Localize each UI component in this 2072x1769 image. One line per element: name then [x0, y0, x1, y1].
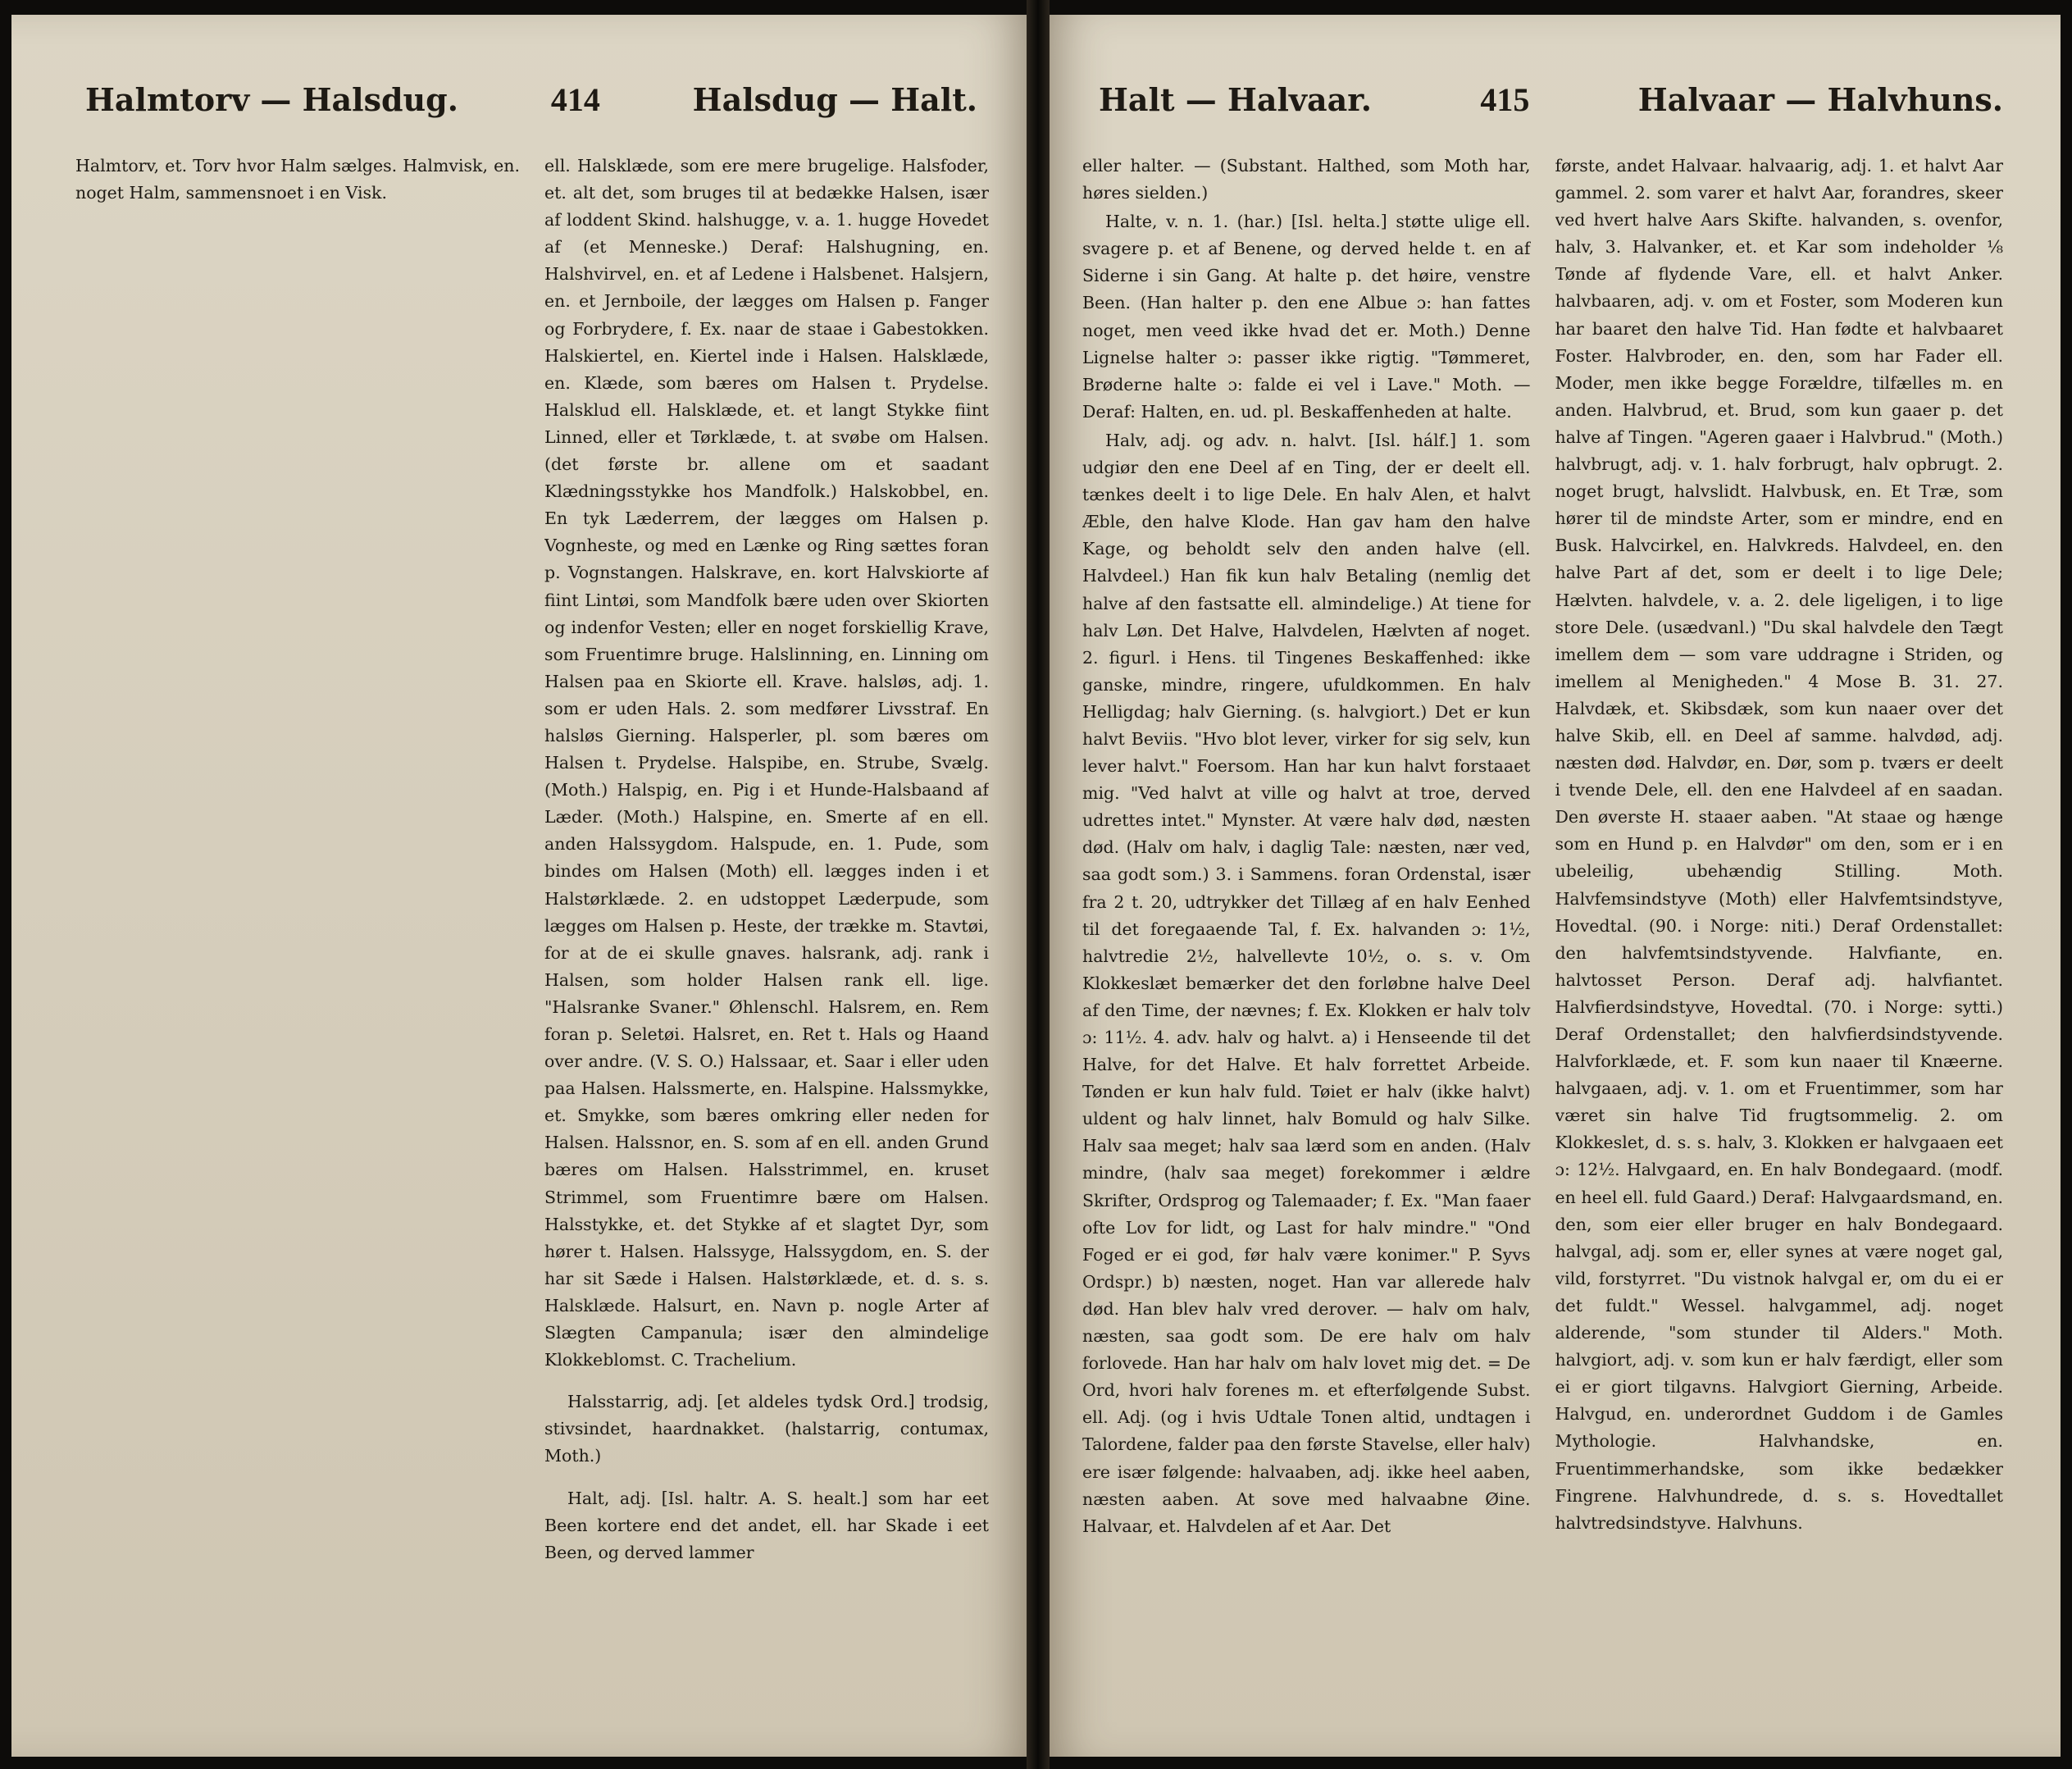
left-page-number: 414	[550, 81, 600, 118]
right-head-guideword-first: Halt — Halvaar.	[1099, 81, 1373, 118]
left-head-guideword-first: Halmtorv — Halsdug.	[85, 81, 458, 118]
left-head-guideword-last: Halsdug — Halt.	[692, 81, 977, 118]
dictionary-entry: Halmtorv, et. Torv hvor Halm sælges. Halmvisk, en. noget Halm, sammensnoet i en Visk.	[75, 156, 520, 203]
dictionary-entry: Halt, adj. [Isl. haltr. A. S. healt.] som har eet Been kortere end det andet, ell. har Skade i eet Been, og derved lammer	[544, 1488, 989, 1562]
right-columns	[1082, 153, 2003, 1711]
right-running-head	[1099, 80, 2003, 130]
right-column-2	[1555, 153, 2004, 1711]
left-columns	[75, 153, 989, 1711]
right-column-1	[1082, 153, 1531, 1711]
dictionary-entry: Halsstarrig, adj. [et aldeles tydsk Ord.] trodsig, stivsindet, haardnakket. (halstarrig, contumax, Moth.)	[544, 1392, 989, 1466]
book-gutter	[1027, 0, 1050, 1769]
left-running-head	[85, 80, 977, 130]
left-column-1	[75, 153, 520, 1711]
dictionary-entry: første, andet Halvaar. halvaarig, adj. 1. et halvt Aar gammel. 2. som varer et halvt Aar, forandres, skeer ved hvert halve Aars Skifte. halvanden, s. ovenfor, halv, 3. Halvanker, et. et Kar som indeholder ⅛ Tønde af flydende Vare, ell. et halvt Anker. halvbaaren, adj. v. om et Foster, som Moderen kun har baaret den halve Tid. Han fødte et halvbaaret Foster. Halvbroder, en. den, som har Fader ell. Moder, men ikke begge Forældre, tilfælles m. en anden. Halvbrud, et. Brud, som kun gaaer p. det halve af Tingen. "Ageren gaaer i Halvbrud." (Moth.) halvbrugt, adj. v. 1. halv forbrugt, halv opbrugt. 2. noget brugt, halvslidt. Halvbusk, en. Et Træ, som hører til de mindste Arter, som er mindre, end en Busk. Halvcirkel, en. Halvkreds. Halvdeel, en. den halve Part af det, som er deelt i to lige Dele; Hælvten. halvdele, v. a. 2. dele ligeligen, i to lige store Dele. (usædvanl.) "Du skal halvdele den Tægt imellem dem — som vare uddragne i Striden, og imellem al Menigheden." 4 Mose B. 31. 27. Halvdæk, et. Skibsdæk, som kun naaer over det halve Skib, ell. en Deel af samme. halvdød, adj. næsten død. Halvdør, en. Dør, som p. tværs er deelt i tvende Dele, ell. den ene Halvdeel af en saadan. Den øverste H. staaer aaben. "At staae og hænge som en Hund p. en Halvdør" om den, som er i en ubeleilig, ubehændig Stilling. Moth. Halvfemsindstyve (Moth) eller Halvfemtsindstyve, Hovedtal. (90. i Norge: niti.) Deraf Ordenstallet: den halvfemtsindstyvende. Halvfiante, en. halvtosset Person. Deraf adj. halvfiantet. Halvfierdsindstyve, Hovedtal. (70. i Norge: sytti.) Deraf Ordenstallet; den halvfierdsindstyvende. Halvforklæde, et. F. som kun naaer til Knæerne. halvgaaen, adj. v. 1. om et Fruentimmer, som har været sin halve Tid frugtsommelig. 2. om Klokkeslet, d. s. s. halv, 3. Klokken er halvgaaen eet ɔ: 12½. Halvgaard, en. En halv Bondegaard. (modf. en heel ell. fuld Gaard.) Deraf: Halvgaardsmand, en. den, som eier eller bruger en halv Bondegaard. halvgal, adj. som er, eller synes at være noget gal, vild, forstyrret. "Du vistnok halvgal er, om du ei er det fuldt." Wessel. halvgammel, adj. noget alderende, "som stunder til Alders." Moth. halvgiort, adj. v. som kun er halv færdigt, eller som ei er giort tilgavns. Halvgiort Gierning, Arbeide. Halvgud, en. underordnet Guddom i de Gamles Mythologie. Halvhandske, en. Fruentimmerhandske, som ikke bedækker Fingrene. Halvhundrede, d. s. s. Hovedtallet halvtredsindstyve. Halvhuns.	[1555, 156, 2003, 1533]
right-head-guideword-last: Halvaar — Halvhuns.	[1637, 81, 2003, 118]
right-page	[1050, 15, 2061, 1757]
left-column-2	[544, 153, 989, 1711]
right-page-number: 415	[1480, 81, 1530, 118]
dictionary-entry: Halte, v. n. 1. (har.) [Isl. helta.] støtte ulige ell. svagere p. et af Benene, og derved helde t. en af Siderne i sin Gang. At halte p. det høire, venstre Been. (Han halter p. den ene Albue ɔ: han fattes noget, men veed ikke hvad det er. Moth.) Denne Lignelse halter ɔ: passer ikke rigtig. "Tømmeret, Brøderne halte ɔ: falde ei vel i Lave." Moth. — Deraf: Halten, en. ud. pl. Beskaffenheden at halte.	[1082, 212, 1531, 422]
dictionary-entry: Halv, adj. og adv. n. halvt. [Isl. hálf.] 1. som udgiør den ene Deel af en Ting, der er deelt ell. tænkes deelt i to lige Dele. En halv Alen, et halvt Æble, den halve Klode. Han gav ham den halve Kage, og beholdt selv den anden halve (ell. Halvdeel.) Han fik kun halv Betaling (nemlig det halve af den fastsatte ell. almindelige.) At tiene for halv Løn. Det Halve, Halvdelen, Hælvten af noget. 2. figurl. i Hens. til Tingenes Beskaffenhed: ikke ganske, mindre, ringere, ufuldkommen. En halv Helligdag; halv Gierning. (s. halvgiort.) Det er kun halvt Beviis. "Hvo blot lever, virker for sig selv, kun lever halvt." Foersom. Han har kun halvt forstaaet mig. "Ved halvt at ville og halvt at troe, derved udrettes intet." Mynster. At være halv død, næsten død. (Halv om halv, i daglig Tale: næsten, nær ved, saa godt som.) 3. i Sammens. foran Ordenstal, især fra 2 t. 20, udtrykker det Tillæg af en halv Eenhed til det foregaaende Tal, f. Ex. halvanden ɔ: 1½, halvtredie 2½, halvellevte 10½, o. s. v. Om Klokkeslæt bemærker det den forløbne halve Deel af den Time, der nævnes; f. Ex. Klokken er halv tolv ɔ: 11½. 4. adv. halv og halvt. a) i Henseende til det Halve, for det Halve. Et halv forrettet Arbeide. Tønden er kun halv fuld. Tøiet er halv (ikke halvt) uldent og halv linnet, halv Bomuld og halv Silke. Halv saa meget; halv saa lærd som en anden. (Halv mindre, (halv saa meget) forekommer i ældre Skrifter, Ordsprog og Talemaader; f. Ex. "Man faaer ofte Lov for lidt, og Last for halv mindre." "Ond Foged er ei god, før halv være konimer." P. Syvs Ordspr.) b) næsten, noget. Han var allerede halv død. Han blev halv vred derover. — halv om halv, næsten, saa godt som. De ere halv om halv forlovede. Han har halv om halv lovet mig det. = De Ord, hvori halv forenes m. et efterfølgende Subst. ell. Adj. (og i hvis Udtale Tonen altid, undtagen i Talordene, falder paa den første Stavelse, eller halv) ere især følgende: halvaaben, adj. ikke heel aaben, næsten aaben. At sove med halvaabne Øine. Halvaar, et. Halvdelen af et Aar. Det	[1082, 430, 1531, 1536]
dictionary-entry: ell. Halsklæde, som ere mere brugelige. Halsfoder, et. alt det, som bruges til at bedække Halsen, især af loddent Skind. halshugge, v. a. 1. hugge Hovedet af (et Menneske.) Deraf: Halshugning, en. Halshvirvel, en. et af Ledene i Halsbenet. Halsjern, en. et Jernboile, der lægges om Halsen p. Fanger og Forbrydere, f. Ex. naar de staae i Gabestokken. Halskiertel, en. Kiertel inde i Halsen. Halsklæde, en. Klæde, som bæres om Halsen t. Prydelse. Halsklud ell. Halsklæde, et. et langt Stykke fiint Linned, eller et Tørklæde, t. at svøbe om Halsen. (det første br. allene om et saadant Klædningsstykke hos Mandfolk.) Halskobbel, en. En tyk Læderrem, der lægges om Halsen p. Vognheste, og med en Lænke og Ring sættes foran p. Vognstangen. Halskrave, en. kort Halvskiorte af fiint Lintøi, som Mandfolk bære uden over Skiorten og indenfor Vesten; eller en noget forskiellig Krave, som Fruentimre bruge. Halslinning, en. Linning om Halsen paa en Skiorte ell. Krave. halsløs, adj. 1. som er uden Hals. 2. som medfører Livsstraf. En halsløs Gierning. Halsperler, pl. som bæres om Halsen t. Prydelse. Halspibe, en. Strube, Svælg. (Moth.) Halspig, en. Pig i et Hunde-Halsbaand af Læder. (Moth.) Halspine, en. Smerte af en ell. anden Halssygdom. Halspude, en. 1. Pude, som bindes om Halsen (Moth) ell. lægges inden i et Halstørklæde. 2. en udstoppet Læderpude, som lægges om Halsen p. Heste, der trække m. Stavtøi, for at de ei skulle gnaves. halsrank, adj. rank i Halsen, som holder Halsen rank ell. lige. "Halsranke Svaner." Øhlenschl. Halsrem, en. Rem foran p. Seletøi. Halsret, en. Ret t. Hals og Haand over andre. (V. S. O.) Halssaar, et. Saar i eller uden paa Halsen. Halssmerte, en. Halspine. Halssmykke, et. Smykke, som bæres omkring eller neden for Halsen. Halssnor, en. S. som af en ell. anden Grund bæres om Halsen. Halsstrimmel, en. kruset Strimmel, som Fruentimre bære om Halsen. Halsstykke, et. det Stykke af et slagtet Dyr, som hører t. Halsen. Halssyge, Halssygdom, en. S. der har sit Sæde i Halsen. Halstørklæde, et. d. s. s. Halsklæde. Halsurt, en. Navn p. nogle Arter af Slægten Campanula; især den almindelige Klokkeblomst. C. Trachelium.	[544, 156, 989, 1370]
left-page	[11, 15, 1027, 1757]
dictionary-entry: eller halter. — (Substant. Halthed, som Moth har, høres sielden.)	[1082, 156, 1531, 203]
